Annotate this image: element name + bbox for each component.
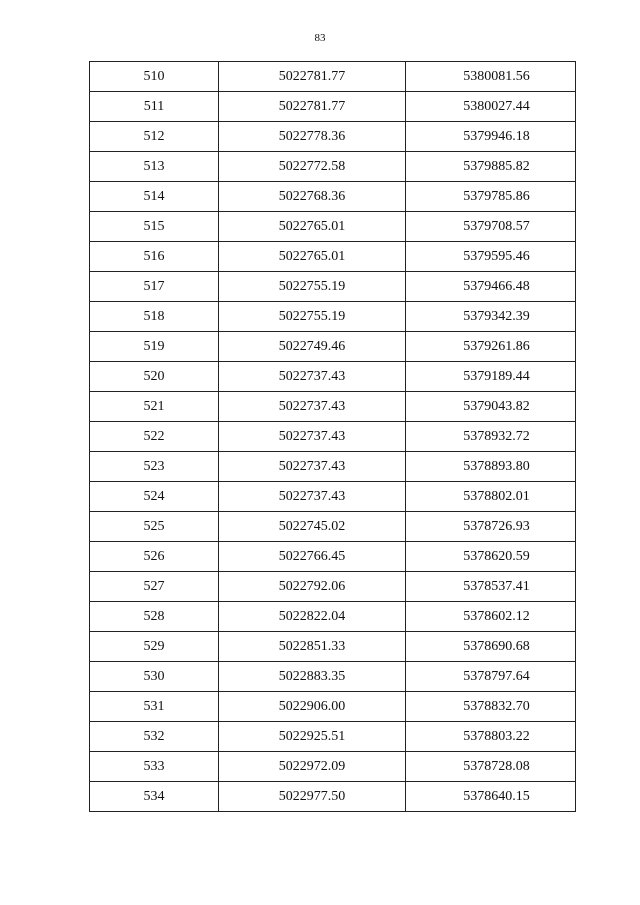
x-coordinate-cell: 5022755.19 (219, 272, 406, 302)
x-coordinate-cell: 5022737.43 (219, 452, 406, 482)
point-number-cell: 532 (90, 722, 219, 752)
point-number-cell: 510 (90, 62, 219, 92)
point-number-cell: 524 (90, 482, 219, 512)
table-row (90, 722, 576, 752)
y-coordinate-cell: 5379785.86 (406, 182, 576, 212)
x-coordinate-cell: 5022906.00 (219, 692, 406, 722)
x-coordinate-cell: 5022822.04 (219, 602, 406, 632)
table-row (90, 632, 576, 662)
point-number-cell: 520 (90, 362, 219, 392)
y-coordinate-cell: 5378602.12 (406, 602, 576, 632)
x-coordinate-cell: 5022768.36 (219, 182, 406, 212)
y-coordinate-cell: 5378726.93 (406, 512, 576, 542)
point-number-cell: 515 (90, 212, 219, 242)
point-number-cell: 533 (90, 752, 219, 782)
point-number-cell: 525 (90, 512, 219, 542)
point-number-cell: 527 (90, 572, 219, 602)
x-coordinate-cell: 5022925.51 (219, 722, 406, 752)
table-row (90, 602, 576, 632)
page-number: 83 (314, 32, 326, 44)
point-number-cell: 526 (90, 542, 219, 572)
y-coordinate-cell: 5378797.64 (406, 662, 576, 692)
y-coordinate-cell: 5379595.46 (406, 242, 576, 272)
table-row (90, 212, 576, 242)
x-coordinate-cell: 5022772.58 (219, 152, 406, 182)
x-coordinate-cell: 5022737.43 (219, 422, 406, 452)
table-row (90, 512, 576, 542)
point-number-cell: 513 (90, 152, 219, 182)
table-row (90, 452, 576, 482)
x-coordinate-cell: 5022737.43 (219, 392, 406, 422)
point-number-cell: 516 (90, 242, 219, 272)
point-number-cell: 530 (90, 662, 219, 692)
table-row (90, 752, 576, 782)
point-number-cell: 523 (90, 452, 219, 482)
x-coordinate-cell: 5022792.06 (219, 572, 406, 602)
x-coordinate-cell: 5022737.43 (219, 482, 406, 512)
table-row (90, 272, 576, 302)
y-coordinate-cell: 5379342.39 (406, 302, 576, 332)
y-coordinate-cell: 5379466.48 (406, 272, 576, 302)
table-row (90, 782, 576, 812)
x-coordinate-cell: 5022883.35 (219, 662, 406, 692)
point-number-cell: 521 (90, 392, 219, 422)
point-number-cell: 517 (90, 272, 219, 302)
y-coordinate-cell: 5379946.18 (406, 122, 576, 152)
y-coordinate-cell: 5378832.70 (406, 692, 576, 722)
table-row (90, 92, 576, 122)
y-coordinate-cell: 5379708.57 (406, 212, 576, 242)
coordinate-table (89, 61, 576, 812)
y-coordinate-cell: 5378690.68 (406, 632, 576, 662)
x-coordinate-cell: 5022977.50 (219, 782, 406, 812)
x-coordinate-cell: 5022851.33 (219, 632, 406, 662)
point-number-cell: 528 (90, 602, 219, 632)
table-row (90, 302, 576, 332)
x-coordinate-cell: 5022778.36 (219, 122, 406, 152)
table-row (90, 392, 576, 422)
table-row (90, 542, 576, 572)
y-coordinate-cell: 5378537.41 (406, 572, 576, 602)
table-row (90, 62, 576, 92)
y-coordinate-cell: 5379261.86 (406, 332, 576, 362)
y-coordinate-cell: 5380027.44 (406, 92, 576, 122)
y-coordinate-cell: 5380081.56 (406, 62, 576, 92)
table-row (90, 362, 576, 392)
table-row (90, 332, 576, 362)
y-coordinate-cell: 5379189.44 (406, 362, 576, 392)
x-coordinate-cell: 5022781.77 (219, 92, 406, 122)
table-row (90, 122, 576, 152)
point-number-cell: 519 (90, 332, 219, 362)
x-coordinate-cell: 5022972.09 (219, 752, 406, 782)
x-coordinate-cell: 5022765.01 (219, 212, 406, 242)
x-coordinate-cell: 5022781.77 (219, 62, 406, 92)
table-row (90, 662, 576, 692)
point-number-cell: 512 (90, 122, 219, 152)
table-row (90, 422, 576, 452)
x-coordinate-cell: 5022755.19 (219, 302, 406, 332)
table-row (90, 152, 576, 182)
x-coordinate-cell: 5022737.43 (219, 362, 406, 392)
table-row (90, 572, 576, 602)
y-coordinate-cell: 5378932.72 (406, 422, 576, 452)
x-coordinate-cell: 5022749.46 (219, 332, 406, 362)
y-coordinate-cell: 5378728.08 (406, 752, 576, 782)
point-number-cell: 531 (90, 692, 219, 722)
y-coordinate-cell: 5378620.59 (406, 542, 576, 572)
point-number-cell: 518 (90, 302, 219, 332)
table-row (90, 242, 576, 272)
x-coordinate-cell: 5022766.45 (219, 542, 406, 572)
x-coordinate-cell: 5022765.01 (219, 242, 406, 272)
y-coordinate-cell: 5379043.82 (406, 392, 576, 422)
y-coordinate-cell: 5378893.80 (406, 452, 576, 482)
table-row (90, 482, 576, 512)
point-number-cell: 511 (90, 92, 219, 122)
point-number-cell: 514 (90, 182, 219, 212)
point-number-cell: 522 (90, 422, 219, 452)
point-number-cell: 529 (90, 632, 219, 662)
table-row (90, 182, 576, 212)
table-row (90, 692, 576, 722)
y-coordinate-cell: 5378640.15 (406, 782, 576, 812)
table-body (90, 62, 576, 812)
y-coordinate-cell: 5378803.22 (406, 722, 576, 752)
x-coordinate-cell: 5022745.02 (219, 512, 406, 542)
point-number-cell: 534 (90, 782, 219, 812)
y-coordinate-cell: 5379885.82 (406, 152, 576, 182)
y-coordinate-cell: 5378802.01 (406, 482, 576, 512)
